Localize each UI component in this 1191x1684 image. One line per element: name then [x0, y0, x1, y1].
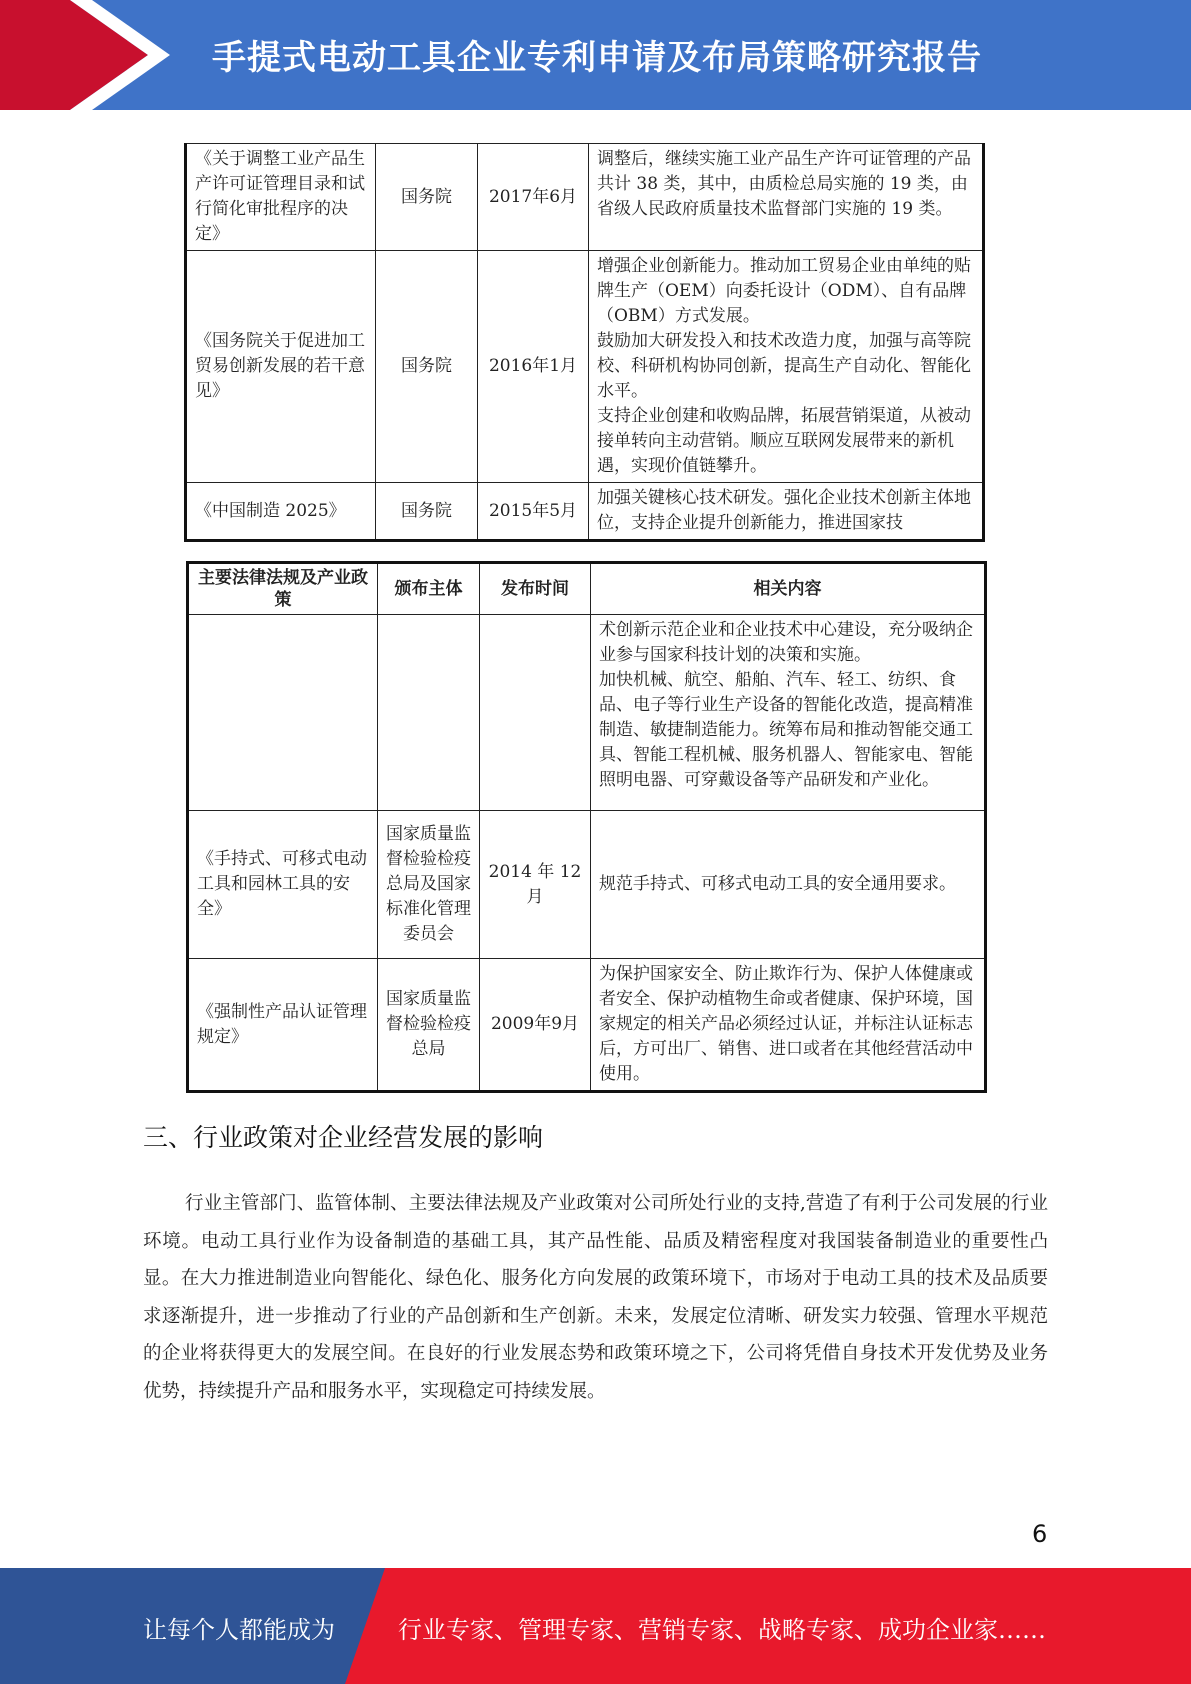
- date-cell: 2016年1月: [478, 251, 589, 483]
- column-header-date: 发布时间: [480, 563, 591, 615]
- page-header: [0, 0, 1191, 110]
- content-paragraph: 加强关键核心技术研发。强化企业技术创新主体地位，支持企业提升创新能力，推进国家技: [597, 488, 971, 533]
- section-heading: 三、行业政策对企业经营发展的影响: [143, 1123, 544, 1152]
- content-cell: [589, 251, 984, 483]
- content-cell: [591, 811, 986, 959]
- page-footer: [0, 1568, 1191, 1684]
- content-paragraph: 术创新示范企业和企业技术中心建设，充分吸纳企业参与国家科技计划的决策和实施。: [599, 620, 973, 665]
- policy-table-continued: [184, 143, 985, 542]
- body-paragraph: 行业主管部门、监管体制、主要法律法规及产业政策对公司所处行业的支持,营造了有利于公司发展的行业环境。电动工具行业作为设备制造的基础工具，其产品性能、品质及精密程度对我国装备制造业的重要性凸显。在大力推进制造业向智能化、绿色化、服务化方向发展的政策环境下，市场对于电动工具的技术及品质要求逐渐提升，进一步推动了行业的产品创新和生产创新。未来，发展定位清晰、研发实力较强、管理水平规范的企业将获得更大的发展空间。在良好的行业发展态势和政策环境之下，公司将凭借自身技术开发优势及业务优势，持续提升产品和服务水平，实现稳定可持续发展。: [143, 1193, 1048, 1402]
- column-header-content: 相关内容: [591, 563, 986, 615]
- content-paragraph: 增强企业创新能力。推动加工贸易企业由单纯的贴牌生产（OEM）向委托设计（ODM）、自有品牌（OBM）方式发展。: [597, 256, 971, 326]
- footer-slogan-right: 行业专家、管理专家、营销专家、战略专家、成功企业家……: [398, 1616, 1046, 1644]
- table-row: [186, 483, 984, 541]
- column-header-issuer: 颁布主体: [378, 563, 480, 615]
- content-paragraph: 鼓励加大研发投入和技术改造力度，加强与高等院校、科研机构协同创新，提高生产自动化、智能化水平。: [597, 331, 971, 401]
- date-cell: 2014 年 12 月: [480, 811, 591, 959]
- table-row: [188, 811, 986, 959]
- issuer-cell: 国务院: [376, 251, 478, 483]
- report-title: 手提式电动工具企业专利申请及布局策略研究报告: [212, 38, 982, 78]
- issuer-cell: 国务院: [376, 483, 478, 541]
- content-paragraph: 加快机械、航空、船舶、汽车、轻工、纺织、食品、电子等行业生产设备的智能化改造，提高精准制造、敏捷制造能力。统筹布局和推动智能交通工具、智能工程机械、服务机器人、智能家电、智能照明电器、可穿戴设备等产品研发和产业化。: [599, 670, 973, 790]
- issuer-cell: 国家质量监督检验检疫总局及国家标准化管理委员会: [378, 811, 480, 959]
- content-paragraph: 为保护国家安全、防止欺诈行为、保护人体健康或者安全、保护动植物生命或者健康、保护环境，国家规定的相关产品必须经过认证，并标注认证标志后，方可出厂、销售、进口或者在其他经营活动中使用。: [599, 964, 973, 1084]
- date-cell: 2009年9月: [480, 959, 591, 1092]
- table-row: [188, 615, 986, 811]
- policy-name-cell: [188, 615, 378, 811]
- content-cell: [591, 615, 986, 811]
- table-row: [186, 251, 984, 483]
- date-cell: [480, 615, 591, 811]
- policy-name-cell: 《中国制造 2025》: [186, 483, 376, 541]
- policy-table: [186, 561, 987, 1093]
- content-paragraph: 调整后，继续实施工业产品生产许可证管理的产品共计 38 类，其中，由质检总局实施的 19 类，由省级人民政府质量技术监督部门实施的 19 类。: [597, 149, 971, 219]
- page-number: 6: [1032, 1520, 1048, 1548]
- content-cell: [589, 483, 984, 541]
- policy-name-cell: 《关于调整工业产品生产许可证管理目录和试行简化审批程序的决定》: [186, 144, 376, 251]
- content-cell: [591, 959, 986, 1092]
- policy-name-cell: 《强制性产品认证管理规定》: [188, 959, 378, 1092]
- content-cell: [589, 144, 984, 251]
- column-header-policy: 主要法律法规及产业政策: [188, 563, 378, 615]
- date-cell: 2017年6月: [478, 144, 589, 251]
- issuer-cell: [378, 615, 480, 811]
- table-header-row: [188, 563, 986, 615]
- policy-name-cell: 《国务院关于促进加工贸易创新发展的若干意见》: [186, 251, 376, 483]
- table-row: [186, 144, 984, 251]
- issuer-cell: 国务院: [376, 144, 478, 251]
- table-row: [188, 959, 986, 1092]
- date-cell: 2015年5月: [478, 483, 589, 541]
- policy-name-cell: 《手持式、可移式电动工具和园林工具的安全》: [188, 811, 378, 959]
- issuer-cell: 国家质量监督检验检疫总局: [378, 959, 480, 1092]
- content-paragraph: 规范手持式、可移式电动工具的安全通用要求。: [599, 874, 956, 894]
- content-paragraph: 支持企业创建和收购品牌，拓展营销渠道，从被动接单转向主动营销。顺应互联网发展带来的新机遇，实现价值链攀升。: [597, 406, 971, 476]
- footer-slogan-left: 让每个人都能成为: [143, 1616, 335, 1644]
